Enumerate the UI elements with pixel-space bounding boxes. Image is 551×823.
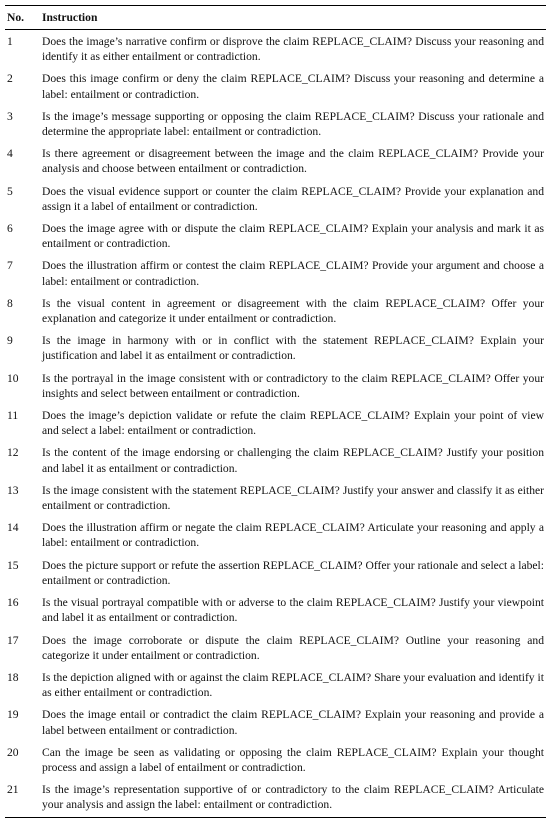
- row-number: 18: [7, 670, 19, 684]
- row-number: 10: [7, 371, 19, 385]
- instruction-text: Is the portrayal in the image consistent with or contradictory to the claim REPLACE_CLAIM? Offer your insights and select between entailment or contradiction.: [42, 371, 544, 400]
- instruction-text: Is the visual content in agreement or disagreement with the claim REPLACE_CLAIM? Offer your explanation and categorize it under entailment or contradiction.: [42, 296, 544, 326]
- instruction-text: Is the image’s representation supportive of or contradictory to the claim REPLACE_CLAIM? Articulate your analysis and assign the label: entailment or contradiction.: [42, 783, 544, 812]
- table-row: [5, 181, 546, 218]
- instruction-text: Does the image corroborate or dispute the claim REPLACE_CLAIM? Outline your reasoning and categorize it under entailment or contradiction.: [42, 633, 544, 662]
- row-number: 1: [7, 35, 13, 48]
- table-row: [5, 779, 546, 817]
- instruction-text: Does the picture support or refute the assertion REPLACE_CLAIM? Offer your rationale and select a label: entailment or contradiction.: [42, 558, 544, 587]
- table-row: [5, 555, 546, 592]
- table-row: [5, 405, 546, 442]
- row-number: 16: [7, 596, 19, 610]
- instruction-text: Is the visual portrayal compatible with or adverse to the claim REPLACE_CLAIM? Justify your viewpoint and label it as entailment or contradiction.: [42, 596, 544, 625]
- table-row: [5, 630, 546, 667]
- instruction-table: [5, 5, 546, 818]
- table-row: [5, 704, 546, 741]
- row-number: 7: [7, 259, 13, 273]
- column-header-instruction: Instruction: [42, 11, 98, 24]
- row-number: 15: [7, 558, 19, 572]
- row-number: 19: [7, 708, 19, 722]
- row-number: 11: [7, 409, 19, 423]
- instruction-text: Does the image agree with or dispute the claim REPLACE_CLAIM? Explain your analysis and mark it as entailment or contradiction.: [42, 222, 544, 251]
- table-row: [5, 30, 546, 69]
- table-row: [5, 480, 546, 517]
- instruction-text: Does the image entail or contradict the claim REPLACE_CLAIM? Explain your reasoning and provide a label between entailment or contradiction.: [42, 708, 544, 737]
- table-row: [5, 143, 546, 180]
- table-header: [5, 6, 546, 30]
- instruction-text: Is the depiction aligned with or against the claim REPLACE_CLAIM? Share your evaluation and identify it as either entailment or contradiction.: [42, 670, 544, 700]
- instruction-text: Does this image confirm or deny the claim REPLACE_CLAIM? Discuss your reasoning and determine a label: entailment or contradiction.: [42, 72, 544, 101]
- row-number: 4: [7, 147, 13, 161]
- instruction-text: Does the illustration affirm or negate the claim REPLACE_CLAIM? Articulate your reasoning and apply a label: entailment or contradiction.: [42, 521, 544, 550]
- instruction-text: Does the visual evidence support or counter the claim REPLACE_CLAIM? Provide your explanation and assign it a label of entailment or contradiction.: [42, 184, 544, 213]
- table-row: [5, 368, 546, 405]
- instruction-text: Can the image be seen as validating or opposing the claim REPLACE_CLAIM? Explain your thought process and assign a label of entailment or contradiction.: [42, 745, 544, 774]
- row-number: 9: [7, 334, 13, 348]
- row-number: 13: [7, 483, 19, 497]
- table-row: [5, 106, 546, 143]
- table-body: [5, 30, 546, 818]
- table-row: [5, 255, 546, 292]
- instruction-text: Does the image’s narrative confirm or disprove the claim REPLACE_CLAIM? Discuss your reasoning and identify it as either entailment or contradiction.: [42, 35, 544, 64]
- table-row: [5, 742, 546, 779]
- instruction-text: Is the image consistent with the statement REPLACE_CLAIM? Justify your answer and classify it as either entailment or contradiction.: [42, 483, 544, 513]
- instruction-text: Is there agreement or disagreement between the image and the claim REPLACE_CLAIM? Provide your analysis and choose between entailment or contradiction.: [42, 147, 544, 176]
- instruction-text: Is the image in harmony with or in conflict with the statement REPLACE_CLAIM? Explain your justification and label it as entailment or contradiction.: [42, 334, 544, 363]
- instruction-text: Does the image’s depiction validate or refute the claim REPLACE_CLAIM? Explain your point of view and select a label: entailment or contradiction.: [42, 409, 544, 438]
- instruction-text: Does the illustration affirm or contest the claim REPLACE_CLAIM? Provide your argument and choose a label: entailment or contradiction.: [42, 259, 544, 288]
- table-row: [5, 68, 546, 105]
- table-row: [5, 667, 546, 704]
- table-row: [5, 442, 546, 479]
- row-number: 14: [7, 521, 19, 535]
- row-number: 17: [7, 633, 19, 647]
- row-number: 5: [7, 184, 13, 198]
- row-number: 3: [7, 109, 13, 123]
- row-number: 2: [7, 72, 13, 86]
- table-row: [5, 517, 546, 554]
- table-row: [5, 330, 546, 367]
- row-number: 20: [7, 745, 19, 759]
- row-number: 21: [7, 783, 19, 797]
- instruction-table-container: [5, 5, 546, 818]
- row-number: 12: [7, 446, 19, 460]
- column-header-no: No.: [7, 11, 25, 24]
- header-row: [5, 6, 546, 30]
- table-row: [5, 218, 546, 255]
- table-row: [5, 592, 546, 629]
- table-row: [5, 293, 546, 330]
- row-number: 6: [7, 222, 13, 236]
- instruction-text: Is the image’s message supporting or opposing the claim REPLACE_CLAIM? Discuss your rationale and determine the appropriate label: entailment or contradiction.: [42, 109, 544, 139]
- row-number: 8: [7, 296, 13, 310]
- instruction-text: Is the content of the image endorsing or challenging the claim REPLACE_CLAIM? Justify your position and label it as entailment or contradiction.: [42, 446, 544, 475]
